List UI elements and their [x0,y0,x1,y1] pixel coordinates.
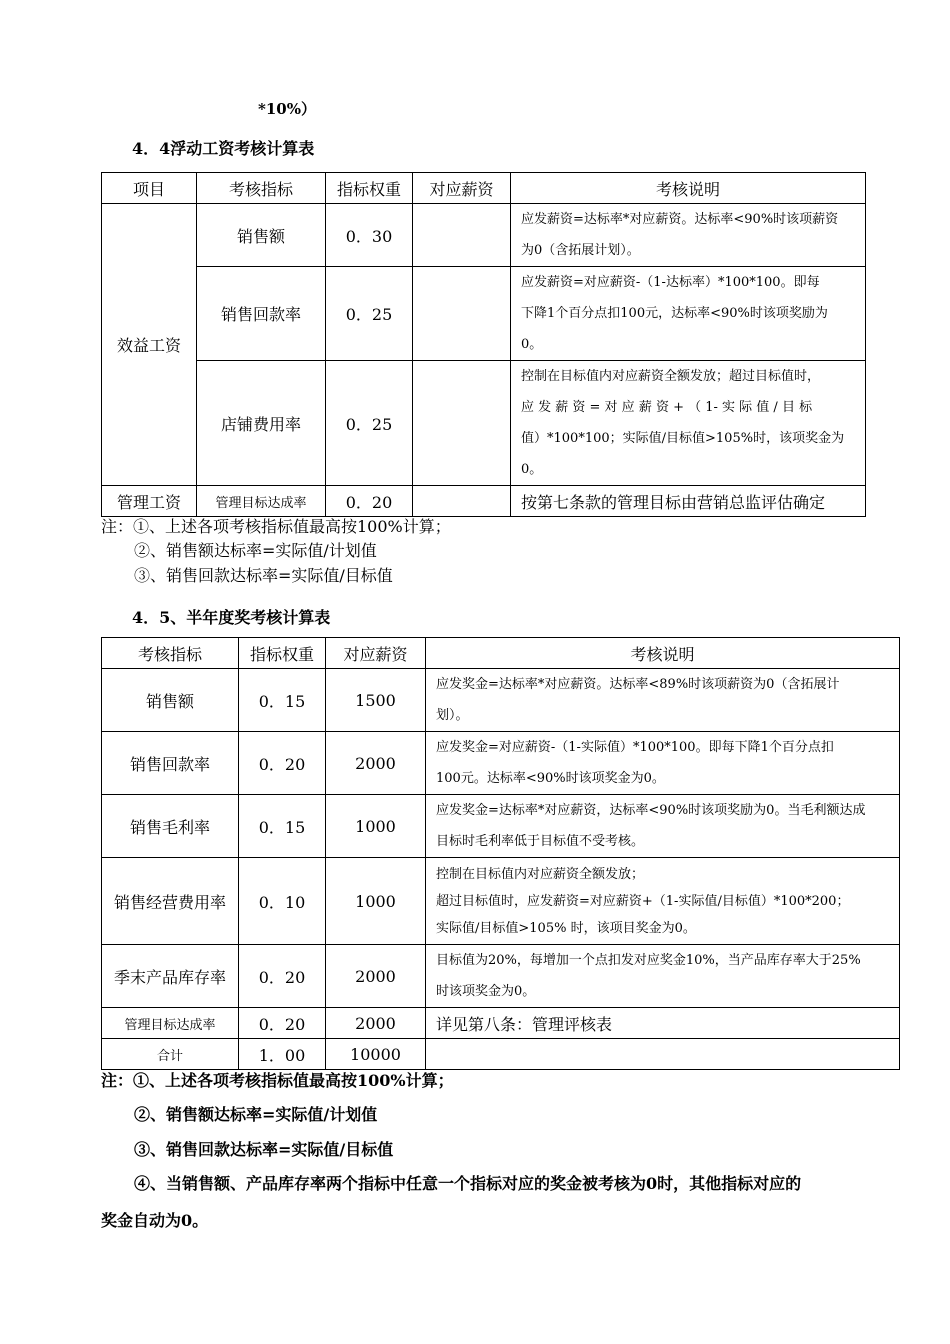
table-row [102,204,866,267]
item-cell: 管理工资 [102,486,197,517]
description-cell: 详见第八条：管理评核表 [426,1008,900,1039]
note-line: 注：①、上述各项考核指标值最高按100%计算； [101,1071,454,1090]
description-line: 超过目标值时，应发薪资=对应薪资+（1-实际值/目标值）*100*200； [436,893,850,909]
header-cell: 考核指标 [197,173,326,204]
description-line: 划）。 [436,708,469,723]
description-cell [511,361,866,486]
salary-cell: 1000 [326,795,426,858]
weight-cell: 0．10 [239,858,326,945]
description-line: 目标值为20%，每增加一个点扣发对应奖金10%，当产品库存率大于25% [436,953,861,968]
description-line: 时该项奖金为0。 [436,984,536,999]
salary-cell [413,267,511,361]
description-line: 实际值/目标值>105% 时，该项目奖金为0。 [436,920,696,936]
indicator-cell: 销售毛利率 [102,795,239,858]
description-line: 目标时毛利率低于目标值不受考核。 [436,834,645,849]
description-line: 为0（含拓展计划）。 [521,243,640,258]
description-line: 下降1个百分点扣100元，达标率<90%时该项奖励为 [521,306,828,321]
table-row [102,732,900,795]
description-line: 应发奖金=对应薪资-（1-实际值）*100*100。即每下降1个百分点扣 [436,740,834,755]
description-cell [511,204,866,267]
indicator-cell: 管理目标达成率 [197,486,326,517]
salary-cell: 10000 [326,1039,426,1070]
table-row [102,945,900,1008]
indicator-cell: 销售额 [197,204,326,267]
description-cell [426,669,900,732]
salary-cell [413,204,511,267]
description-cell [426,1039,900,1070]
header-cell: 项目 [102,173,197,204]
table-row [102,669,900,732]
note-line: ②、销售额达标率=实际值/计划值 [134,541,377,560]
weight-cell: 0．30 [326,204,413,267]
description-line: 应发奖金=达标率*对应薪资，达标率<90%时该项奖励为0。当毛利额达成 [436,803,866,818]
description-line: 100元。达标率<90%时该项奖金为0。 [436,771,665,786]
weight-cell: 0．20 [239,1008,326,1039]
indicator-cell: 店铺费用率 [197,361,326,486]
description-cell [426,732,900,795]
header-cell: 指标权重 [239,638,326,669]
header-cell: 考核说明 [426,638,900,669]
salary-cell: 2000 [326,732,426,795]
indicator-cell: 季末产品库存率 [102,945,239,1008]
note-line: ②、销售额达标率=实际值/计划值 [134,1105,378,1124]
indicator-cell: 销售回款率 [102,732,239,795]
table-header-row [102,638,900,669]
total-row [102,1039,900,1070]
header-cell: 考核指标 [102,638,239,669]
header-cell: 对应薪资 [326,638,426,669]
header-cell: 指标权重 [326,173,413,204]
description-line: 0。 [521,462,543,477]
weight-cell: 1．00 [239,1039,326,1070]
floating-salary-table [101,172,866,517]
group-label-cell: 效益工资 [102,204,197,486]
indicator-cell: 销售回款率 [197,267,326,361]
indicator-cell: 管理目标达成率 [102,1008,239,1039]
note-line: ④、当销售额、产品库存率两个指标中任意一个指标对应的奖金被考核为0时，其他指标对应的 [134,1174,802,1193]
table-header-row [102,173,866,204]
continuation-text: *10%） [258,100,316,118]
table-row [102,1008,900,1039]
salary-cell: 2000 [326,1008,426,1039]
table-row [102,795,900,858]
salary-cell: 2000 [326,945,426,1008]
indicator-cell: 销售额 [102,669,239,732]
total-label-cell: 合计 [102,1039,239,1070]
table-row [102,858,900,945]
note-line: 奖金自动为0。 [101,1211,209,1230]
note-line: ③、销售回款达标率=实际值/目标值 [134,1140,394,1159]
weight-cell: 0．25 [326,267,413,361]
description-line: 应发薪资=达标率*对应薪资。达标率<90%时该项薪资 [521,212,839,227]
note-line: 注：①、上述各项考核指标值最高按100%计算； [101,517,451,536]
weight-cell: 0．20 [326,486,413,517]
header-cell: 对应薪资 [413,173,511,204]
description-line: 应发奖金=达标率*对应薪资。达标率<89%时该项薪资为0（含拓展计 [436,677,840,692]
salary-cell: 1000 [326,858,426,945]
description-line: 控制在目标值内对应薪资全额发放；超过目标值时， [521,369,821,384]
description-cell [511,267,866,361]
header-cell: 考核说明 [511,173,866,204]
table-row [102,486,866,517]
indicator-cell: 销售经营费用率 [102,858,239,945]
half-year-bonus-table [101,637,900,1070]
description-cell [426,858,900,945]
table-row [102,267,866,361]
description-line: 0。 [521,337,543,352]
salary-cell: 1500 [326,669,426,732]
description-cell [426,945,900,1008]
salary-cell [413,361,511,486]
section-title-4-5: 4．5、半年度奖考核计算表 [132,608,331,627]
table-row [102,361,866,486]
description-cell [426,795,900,858]
description-line: 控制在目标值内对应薪资全额发放； [436,866,645,882]
weight-cell: 0．15 [239,669,326,732]
section-title-4-4: 4．4浮动工资考核计算表 [132,139,315,158]
salary-cell [413,486,511,517]
description-line: 应发薪资=对应薪资-（1-达标率）*100*100。即每 [521,275,820,290]
note-line: ③、销售回款达标率=实际值/目标值 [134,566,393,585]
description-cell: 按第七条款的管理目标由营销总监评估确定 [511,486,866,517]
description-line: 值）*100*100；实际值/目标值>105%时，该项奖金为 [521,431,845,446]
weight-cell: 0．20 [239,945,326,1008]
weight-cell: 0．25 [326,361,413,486]
weight-cell: 0．20 [239,732,326,795]
weight-cell: 0．15 [239,795,326,858]
description-line: 应 发 薪 资 = 对 应 薪 资 + （ 1- 实 际 值 / 目 标 [521,400,813,415]
